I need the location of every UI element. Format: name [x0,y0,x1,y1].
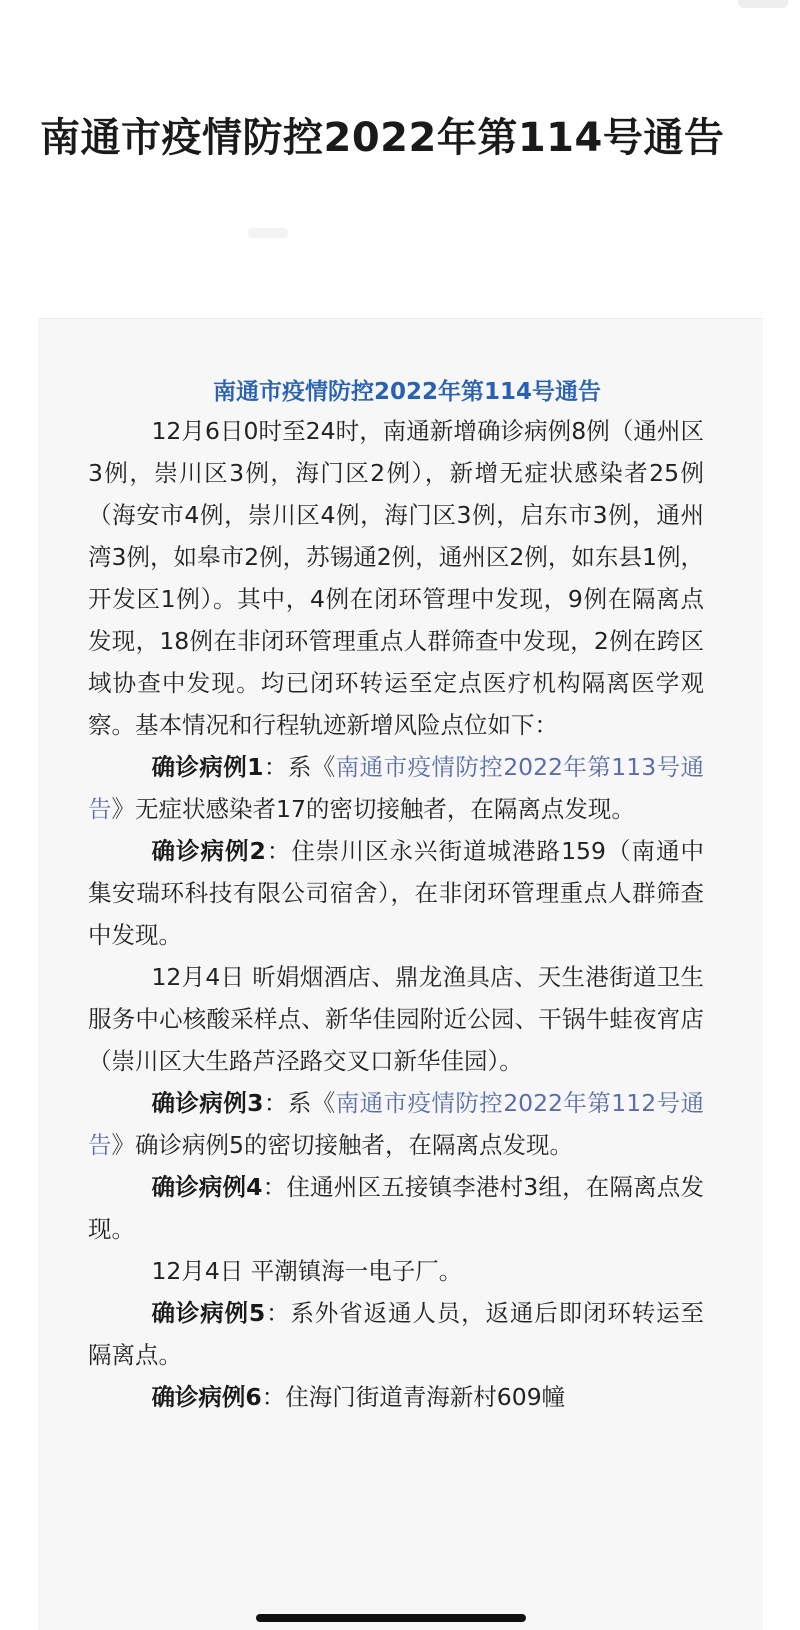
notice-113-link[interactable]: 南通市疫情防控2022年第113号通告 [88,753,704,823]
case-4-text: ：住通州区五接镇李港村3组，在隔离点发现。 [88,1173,704,1243]
page-title: 南通市疫情防控2022年第114号通告 [40,115,725,161]
notice-112-link[interactable]: 南通市疫情防控2022年第112号通告 [88,1089,704,1159]
case-5-label: 确诊病例5 [151,1299,266,1327]
case-4-label: 确诊病例4 [151,1173,263,1201]
case-5-paragraph [88,1292,704,1376]
case-4-paragraph [88,1166,704,1250]
case-6-paragraph [88,1376,704,1418]
status-bar-edge [738,0,788,8]
case-2-label: 确诊病例2 [151,837,266,865]
case-1-post: 》无症状感染者17的密切接触者，在隔离点发现。 [111,795,635,823]
case-2-paragraph [88,830,704,956]
case-2-trace-paragraph: 12月4日 昕娟烟酒店、鼎龙渔具店、天生港街道卫生服务中心核酸采样点、新华佳园附近公园、干锅牛蛙夜宵店（崇川区大生路芦泾路交叉口新华佳园）。 [88,963,704,1075]
case-6-label: 确诊病例6 [151,1383,262,1411]
article-card [38,318,763,1630]
case-1-paragraph [88,746,704,830]
case-2-text: ：住崇川区永兴街道城港路159（南通中集安瑞环科技有限公司宿舍），在非闭环管理重点人群筛查中发现。 [88,837,704,949]
case-1-pre: ：系《 [263,753,336,781]
decorative-mark [248,228,288,238]
case-1-label: 确诊病例1 [151,753,264,781]
home-indicator[interactable] [256,1614,526,1622]
case-3-paragraph [88,1082,704,1166]
article-heading: 南通市疫情防控2022年第114号通告 [213,379,602,405]
case-5-text: ：系外省返通人员，返通后即闭环转运至隔离点。 [88,1299,704,1369]
case-6-text: ：住海门街道青海新村609幢 [261,1383,566,1411]
intro-paragraph: 12月6日0时至24时，南通新增确诊病例8例（通州区3例，崇川区3例，海门区2例），新增无症状感染者25例（海安市4例，崇川区4例，海门区3例，启东市3例，通州湾3例，如皋市2例，苏锡通2例，通州区2例，如东县1例，开发区1例）。其中，4例在闭环管理中发现，9例在隔离点发现，18例在非闭环管理重点人群筛查中发现，2例在跨区域协查中发现。均已闭环转运至定点医疗机构隔离医学观察。基本情况和行程轨迹新增风险点位如下： [88,417,704,739]
case-4-trace-paragraph: 12月4日 平潮镇海一电子厂。 [151,1257,463,1285]
case-3-label: 确诊病例3 [151,1089,264,1117]
article-content [88,374,704,1418]
case-3-pre: ：系《 [263,1089,336,1117]
case-3-post: 》确诊病例5的密切接触者，在隔离点发现。 [111,1131,573,1159]
